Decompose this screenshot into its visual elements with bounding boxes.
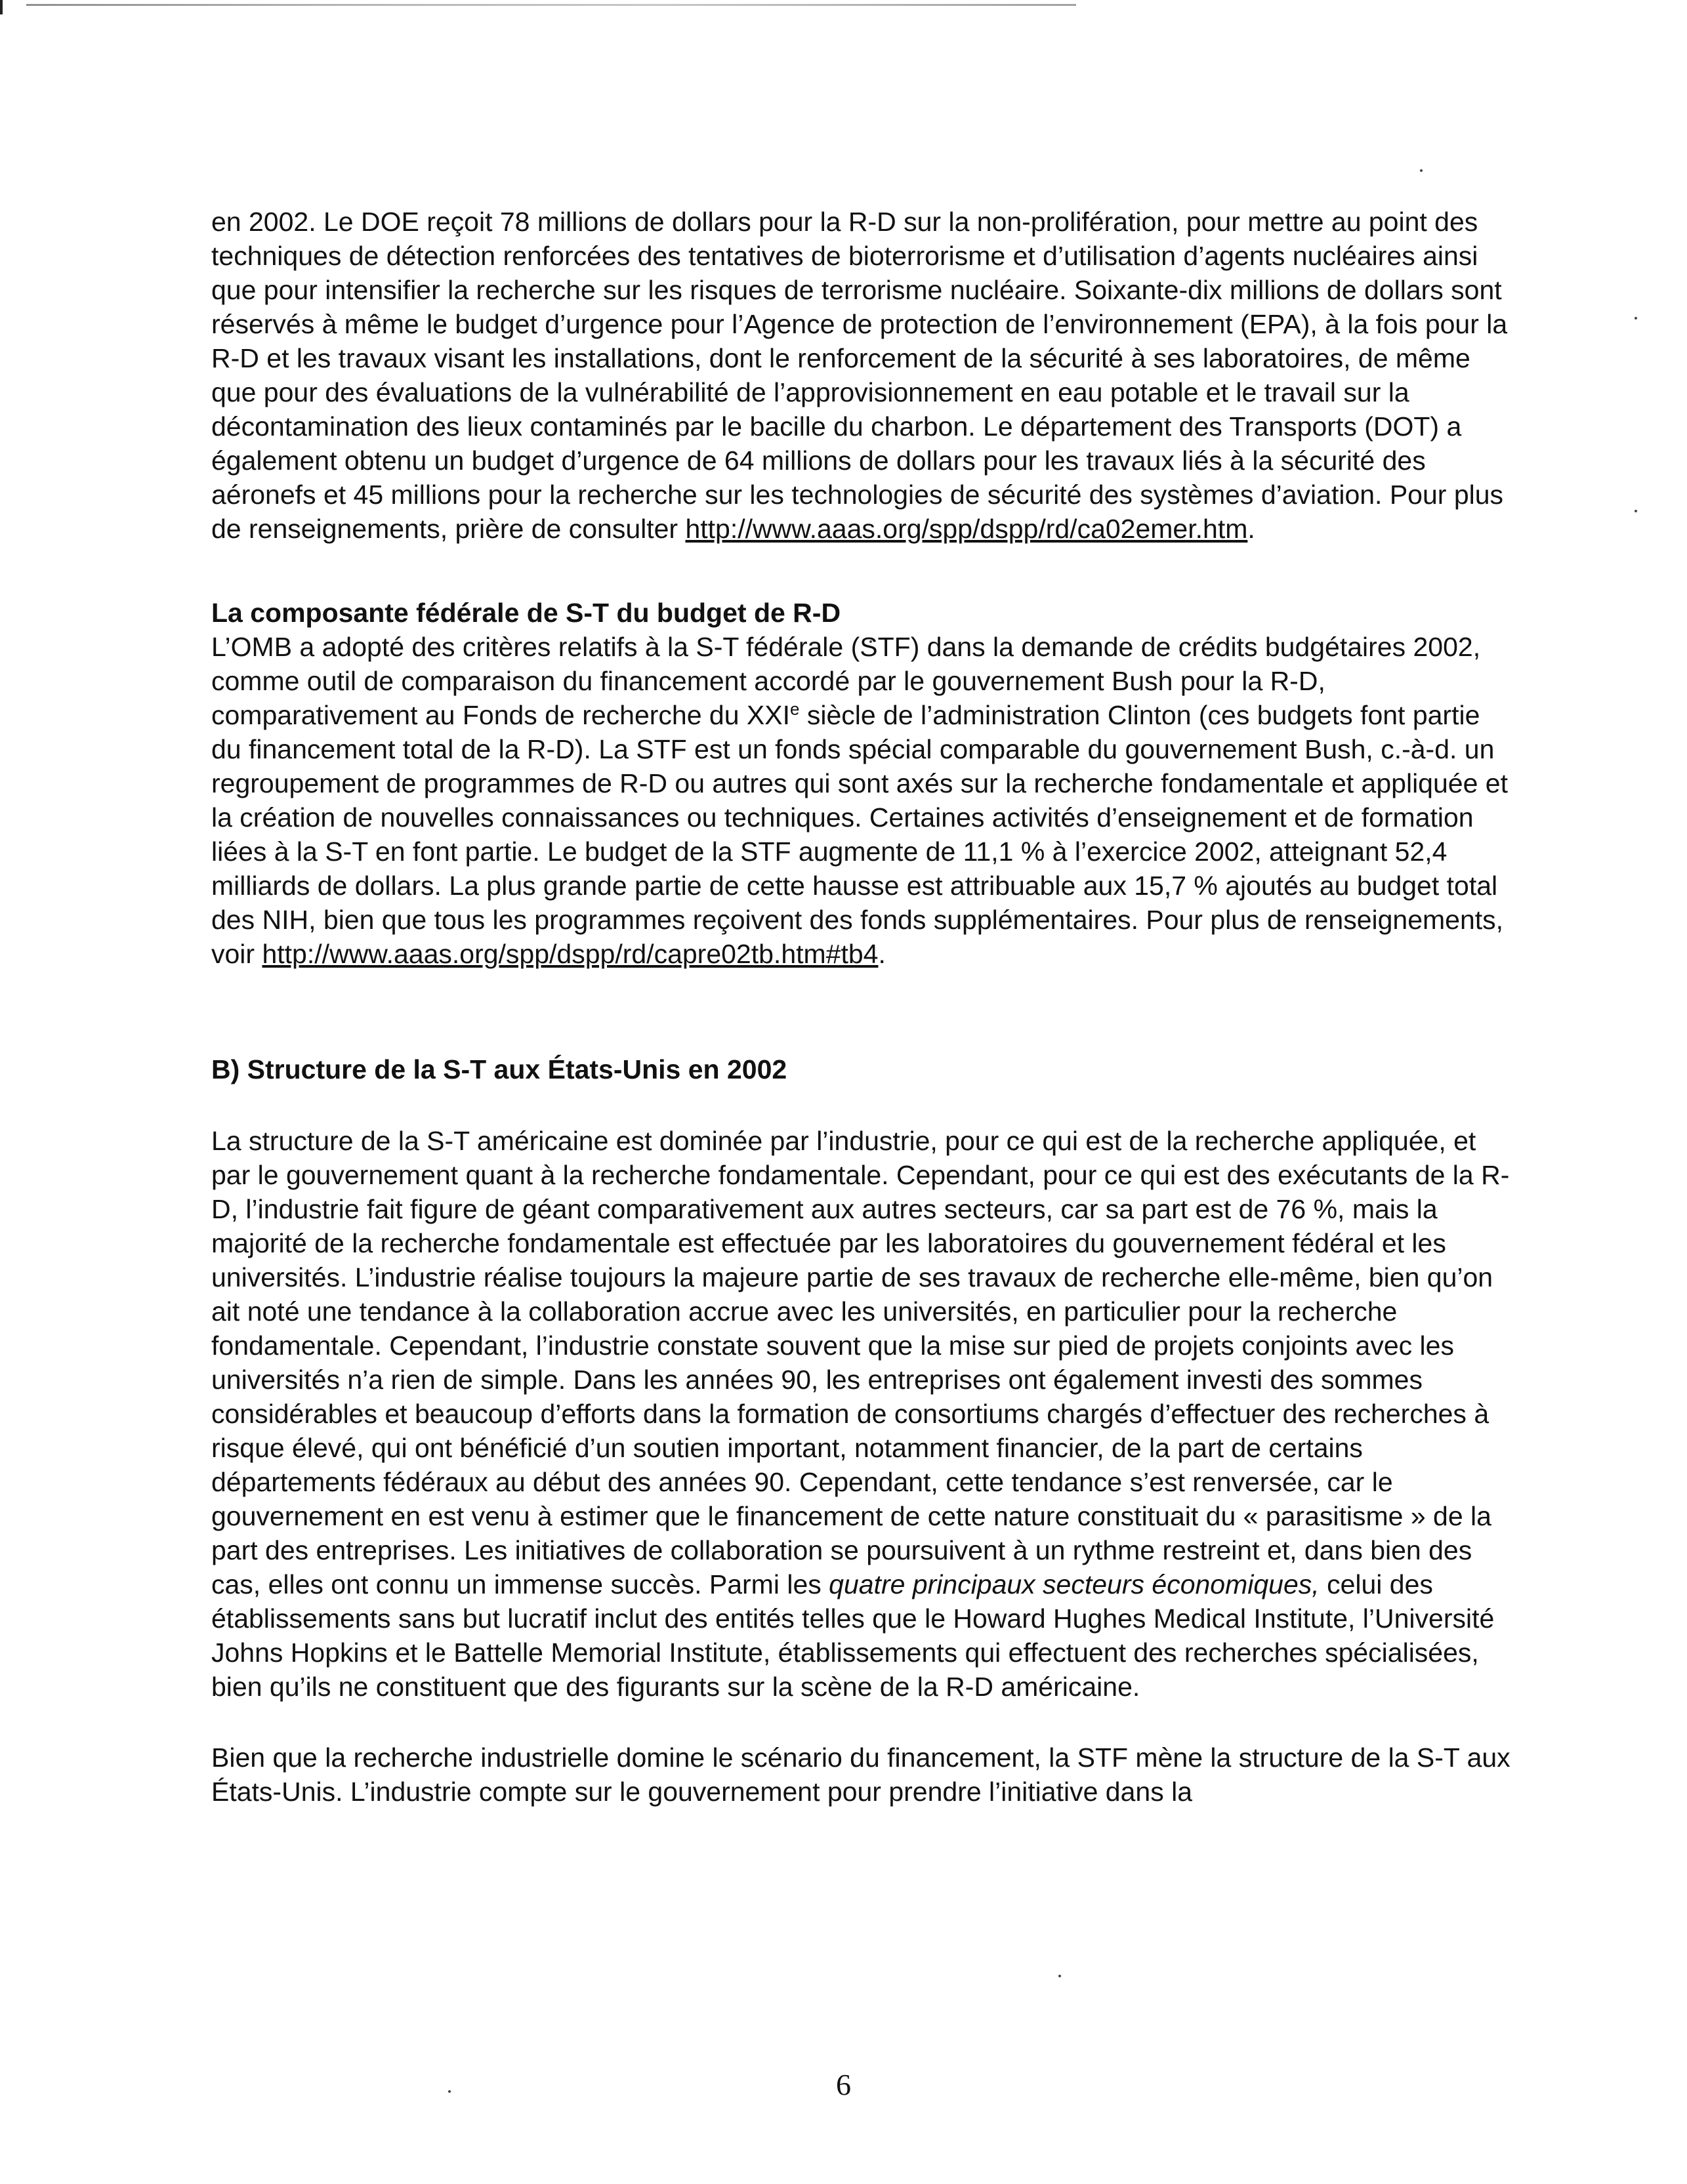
link-aaas-capre[interactable]: http://www.aaas.org/spp/dspp/rd/capre02tb.htm#tb4 (262, 939, 879, 969)
scan-speck (1635, 510, 1637, 512)
link-aaas-emergency[interactable]: http://www.aaas.org/spp/dspp/rd/ca02emer.htm (685, 514, 1248, 544)
scan-edge-mark (0, 0, 3, 14)
paragraph-end: . (1247, 514, 1255, 544)
page-number: 6 (836, 2068, 851, 2101)
paragraph-text: siècle de l’administration Clinton (ces budgets font partie du financement total de la R-D). La STF est un fonds spécial comparable du gouvernement Bush, c.-à-d. un regroupement de programmes de R-D ou autres qui sont axés sur la recherche fondamentale et appliquée et la création de nouvelles connaissances ou techniques. Certaines activités d’enseignement et de formation liées à la S-T en font partie. Le budget de la STF augmente de 11,1 % à l’exercice 2002, atteignant 52,4 milliards de dollars. La plus grande partie de cette hausse est attribuable aux 15,7 % ajoutés au budget total des NIH, bien que tous les programmes reçoivent des fonds supplémentaires. Pour plus de renseignements, voir (211, 700, 1508, 969)
scan-speck (1635, 317, 1637, 319)
document-body (211, 205, 1517, 1809)
paragraph-text: L’OMB a adopté des critères relatifs à la S-T fédérale (STF) dans la demande de crédits budgétaires 2002, comme outil de comparaison du financement accordé par le gouvernement Bush pour la R-D, comparativement au Fonds de recherche du XXI (211, 632, 1481, 730)
scan-speck (1058, 1975, 1061, 1977)
paragraph-emergency-budget (211, 205, 1517, 546)
scan-top-rule (26, 4, 1076, 6)
italic-text: quatre principaux secteurs économiques, (829, 1569, 1320, 1599)
paragraph-text: en 2002. Le DOE reçoit 78 millions de dollars pour la R-D sur la non-prolifération, pour mettre au point des techniques de détection renforcées des tentatives de bioterrorisme et d’utilisation d’agents nucléaires ainsi que pour intensifier la recherche sur les risques de terrorisme nucléaire. Soixante-dix millions de dollars sont réservés à même le budget d’urgence pour l’Agence de protection de l’environnement (EPA), à la fois pour la R-D et les travaux visant les installations, dont le renforcement de la sécurité à ses laboratoires, de même que pour des évaluations de la vulnérabilité de l’approvisionnement en eau potable et le travail sur la décontamination des lieux contaminés par le bacille du charbon. Le département des Transports (DOT) a également obtenu un budget d’urgence de 64 millions de dollars pour les travaux liés à la sécurité des aéronefs et 45 millions pour la recherche sur les technologies de sécurité des systèmes d’aviation. Pour plus de renseignements, prière de consulter (211, 207, 1508, 544)
section-heading-federal-st: La composante fédérale de S-T du budget de R-D (211, 598, 841, 628)
scan-speck (1420, 169, 1423, 172)
paragraph-federal-st (211, 630, 1517, 971)
paragraph-industrial-research: Bien que la recherche industrielle domine le scénario du financement, la STF mène la structure de la S-T aux États-Unis. L’industrie compte sur le gouvernement pour prendre l’initiative dans la (211, 1742, 1510, 1807)
paragraph-structure (211, 1124, 1517, 1704)
paragraph-end: . (878, 939, 886, 969)
paragraph-text: celui des établissements sans but lucratif inclut des entités telles que le Howard Hughes Medical Institute, l’Université Johns Hopkins et le Battelle Memorial Institute, établissements qui effectuent des recherches spécialisées, bien qu’ils ne constituent que des figurants sur la scène de la R-D américaine. (211, 1569, 1495, 1702)
section-heading-structure: B) Structure de la S-T aux États-Unis en 2002 (211, 1054, 787, 1084)
superscript: e (789, 699, 800, 719)
paragraph-text: La structure de la S-T américaine est dominée par l’industrie, pour ce qui est de la recherche appliquée, et par le gouvernement quant à la recherche fondamentale. Cependant, pour ce qui est des exécutants de la R-D, l’industrie fait figure de géant comparativement aux autres secteurs, car sa part est de 76 %, mais la majorité de la recherche fondamentale est effectuée par les laboratoires du gouvernement fédéral et les universités. L’industrie réalise toujours la majeure partie de ses travaux de recherche elle-même, bien qu’on ait noté une tendance à la collaboration accrue avec les universités, en particulier pour la recherche fondamentale. Cependant, l’industrie constate souvent que la mise sur pied de projets conjoints avec les universités n’a rien de simple. Dans les années 90, les entreprises ont également investi des sommes considérables et beaucoup d’efforts dans la formation de consortiums chargés d’effectuer des recherches à risque élevé, qui ont bénéficié d’un soutien important, notamment financier, de la part de certains départements fédéraux au début des années 90. Cependant, cette tendance s’est renversée, car le gouvernement en est venu à estimer que le financement de cette nature constituait du « parasitisme » de la part des entreprises. Les initiatives de collaboration se poursuivent à un rythme restreint et, dans bien des cas, elles ont connu un immense succès. Parmi les (211, 1126, 1510, 1599)
